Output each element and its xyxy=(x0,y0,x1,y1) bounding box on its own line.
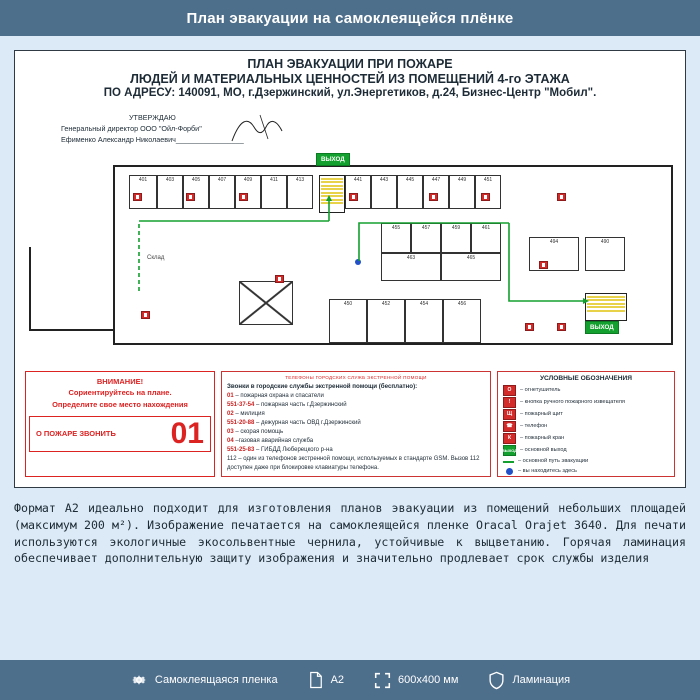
phone-row xyxy=(227,410,485,419)
room-number: 447 xyxy=(431,177,441,183)
legend-item xyxy=(503,467,669,476)
legend-title: УСЛОВНЫЕ ОБОЗНАЧЕНИЯ xyxy=(539,375,633,382)
you-are-here-icon xyxy=(503,467,514,476)
hall-label: Склад xyxy=(147,255,165,261)
room-number: 407 xyxy=(217,177,227,183)
emergency-phones-block xyxy=(221,371,491,477)
legend-item xyxy=(503,457,669,466)
footer-label: Самоклеящаяся пленка xyxy=(154,674,278,686)
phone-row xyxy=(227,446,485,455)
room-number: 452 xyxy=(381,301,391,307)
legend-item xyxy=(503,433,669,444)
legend-item xyxy=(503,409,669,420)
fire-shield-icon: Щ xyxy=(503,409,516,420)
phone-number: 01 xyxy=(227,392,234,399)
fire-hydrant-icon: К xyxy=(503,433,516,444)
document-icon xyxy=(308,671,324,689)
emergency-call-box xyxy=(29,416,211,452)
legend-item xyxy=(503,397,669,408)
phone-number: 03 xyxy=(227,428,234,435)
phone-row xyxy=(227,401,485,410)
header-title: План эвакуации на самоклеящейся плёнке xyxy=(186,9,514,27)
phone-number: 02 xyxy=(227,410,234,417)
phone-row xyxy=(227,437,485,446)
phone-label: – пожарная часть г.Дзержинский xyxy=(256,401,347,408)
evacuation-plan-sheet xyxy=(14,50,686,488)
approval-line1: Генеральный директор ООО "Ойл-Форби" xyxy=(61,123,202,133)
legend-label: – пожарный щит xyxy=(520,411,563,418)
telephone-icon: ☎ xyxy=(503,421,516,432)
phone-label: – дежурная часть ОВД г.Дзержинский xyxy=(256,419,361,426)
room-number: 457 xyxy=(421,225,431,231)
legend-item xyxy=(503,421,669,432)
attention-block xyxy=(25,371,215,477)
plan-title-block xyxy=(23,57,677,100)
approval-block xyxy=(61,113,244,145)
escape-route-lines xyxy=(29,151,671,369)
emergency-call-text: О ПОЖАРЕ ЗВОНИТЬ xyxy=(36,429,116,439)
resize-icon xyxy=(374,672,391,689)
room-number: 463 xyxy=(406,255,416,261)
room-number: 450 xyxy=(343,301,353,307)
attention-title: ВНИМАНИЕ! xyxy=(96,377,144,386)
phone-label: –газовая аварийная служба xyxy=(235,437,314,444)
exit-sign-bottom: ВЫХОД xyxy=(585,321,619,334)
footer-item-format xyxy=(308,671,344,689)
gear-icon xyxy=(130,671,148,689)
phones-note-1: 112 – один из телефонов экстренной помощи, используемых в стандарте GSM. Вызов 112 xyxy=(227,455,480,462)
room-number: 405 xyxy=(191,177,201,183)
legend-label: – пожарный кран xyxy=(520,435,565,442)
footer-item-material xyxy=(130,671,278,689)
legend-block xyxy=(497,371,675,477)
phone-number: 551-25-83 xyxy=(227,446,255,453)
footer-label: A2 xyxy=(330,674,345,686)
room-number: 409 xyxy=(243,177,253,183)
room-number: 494 xyxy=(549,239,559,245)
phone-label: – ГИБДД Люберецкого р-на xyxy=(256,446,333,453)
phones-note-2: доступен даже при блокировке клавиатуры телефона. xyxy=(227,464,379,471)
phone-row xyxy=(227,392,485,401)
legend-label: – основной путь эвакуации xyxy=(518,458,589,465)
legend-label: – огнетушитель xyxy=(520,387,561,394)
footer-label: Ламинация xyxy=(512,674,571,686)
legend-label: – основной выход xyxy=(520,447,567,454)
phones-small-header: ТЕЛЕФОНЫ ГОРОДСКИХ СЛУЖБ ЭКСТРЕННОЙ ПОМОЩИ xyxy=(285,375,427,380)
room-number: 411 xyxy=(270,177,278,183)
escape-route-main-icon xyxy=(503,457,514,466)
plan-title-line3: ПО АДРЕСУ: 140091, МО, г.Дзержинский, ул.Энергетиков, д.24, Бизнес-Центр "Мобил". xyxy=(103,86,597,99)
footer-label: 600x400 мм xyxy=(398,674,459,686)
exit-icon: ВЫХОД xyxy=(503,445,516,456)
room-number: 445 xyxy=(405,177,415,183)
approval-line2: Ефименко Александр Николаевич_________________ xyxy=(61,134,244,144)
page-footer xyxy=(0,660,700,700)
approval-word: УТВЕРЖДАЮ xyxy=(128,113,176,122)
legend-item xyxy=(503,445,669,456)
emergency-call-number: 01 xyxy=(170,416,204,450)
footer-item-size xyxy=(374,672,458,689)
room-number: 443 xyxy=(379,177,389,183)
plan-title-line1: ПЛАН ЭВАКУАЦИИ ПРИ ПОЖАРЕ xyxy=(247,57,453,71)
phone-label: – милиция xyxy=(235,410,265,417)
legend-label: – кнопка ручного пожарного извещателя xyxy=(520,399,625,406)
legend-item xyxy=(503,385,669,396)
phone-row xyxy=(227,419,485,428)
footer-item-lamination xyxy=(488,671,570,690)
room-number: 490 xyxy=(600,239,610,245)
fire-extinguisher-icon: О xyxy=(503,385,516,396)
plan-sheet-wrapper xyxy=(0,36,700,488)
shield-icon xyxy=(488,671,505,690)
phones-title: Звонки в городские службы экстренной помощи (бесплатно): xyxy=(227,383,418,390)
phone-number: 551-37-54 xyxy=(227,401,255,408)
room-number: 459 xyxy=(451,225,461,231)
page-header xyxy=(0,0,700,36)
exit-sign-top: ВЫХОД xyxy=(316,153,350,166)
room-number: 456 xyxy=(457,301,467,307)
plan-title-line2: ЛЮДЕЙ И МАТЕРИАЛЬНЫХ ЦЕННОСТЕЙ ИЗ ПОМЕЩЕНИЙ 4-го ЭТАЖА xyxy=(130,71,570,86)
legend-label: – телефон xyxy=(520,423,548,430)
plan-info-blocks xyxy=(25,371,675,477)
room-number: 401 xyxy=(138,177,148,183)
room-number: 454 xyxy=(419,301,429,307)
room-number: 451 xyxy=(483,177,493,183)
signature-icon xyxy=(230,113,286,145)
room-number: 413 xyxy=(295,177,305,183)
room-number: 455 xyxy=(391,225,401,231)
phone-label: – пожарная охрана и спасатели xyxy=(235,392,324,399)
attention-line2: Сориентируйтесь на плане. xyxy=(68,388,172,398)
phone-number: 551-20-88 xyxy=(227,419,255,426)
phone-label: – скорая помощь xyxy=(235,428,284,435)
description-text: Формат A2 идеально подходит для изготовления планов эвакуации из помещений небольших площадей (максимум 200 м²). Изображение печатается на самоклеящейся пленке Oracal Orajet 3640. Для печати используются экологичные экосольвентные чернила, устойчивые к выцветанию. Горячая ламинация обеспечивает дополнительную защиту изображения и значительно продлевает срок службы изделия xyxy=(14,501,686,566)
room-number: 441 xyxy=(353,177,363,183)
room-number: 449 xyxy=(457,177,467,183)
fire-call-point-icon: ! xyxy=(503,397,516,408)
floor-plan-drawing xyxy=(29,151,671,369)
room-number: 461 xyxy=(481,225,491,231)
room-number: 403 xyxy=(165,177,175,183)
phone-number: 04 xyxy=(227,437,234,444)
room-number: 465 xyxy=(466,255,476,261)
attention-line3: Определите свое место нахождения xyxy=(52,399,188,409)
legend-label: – вы находитесь здесь xyxy=(518,468,577,475)
phone-row xyxy=(227,428,485,437)
